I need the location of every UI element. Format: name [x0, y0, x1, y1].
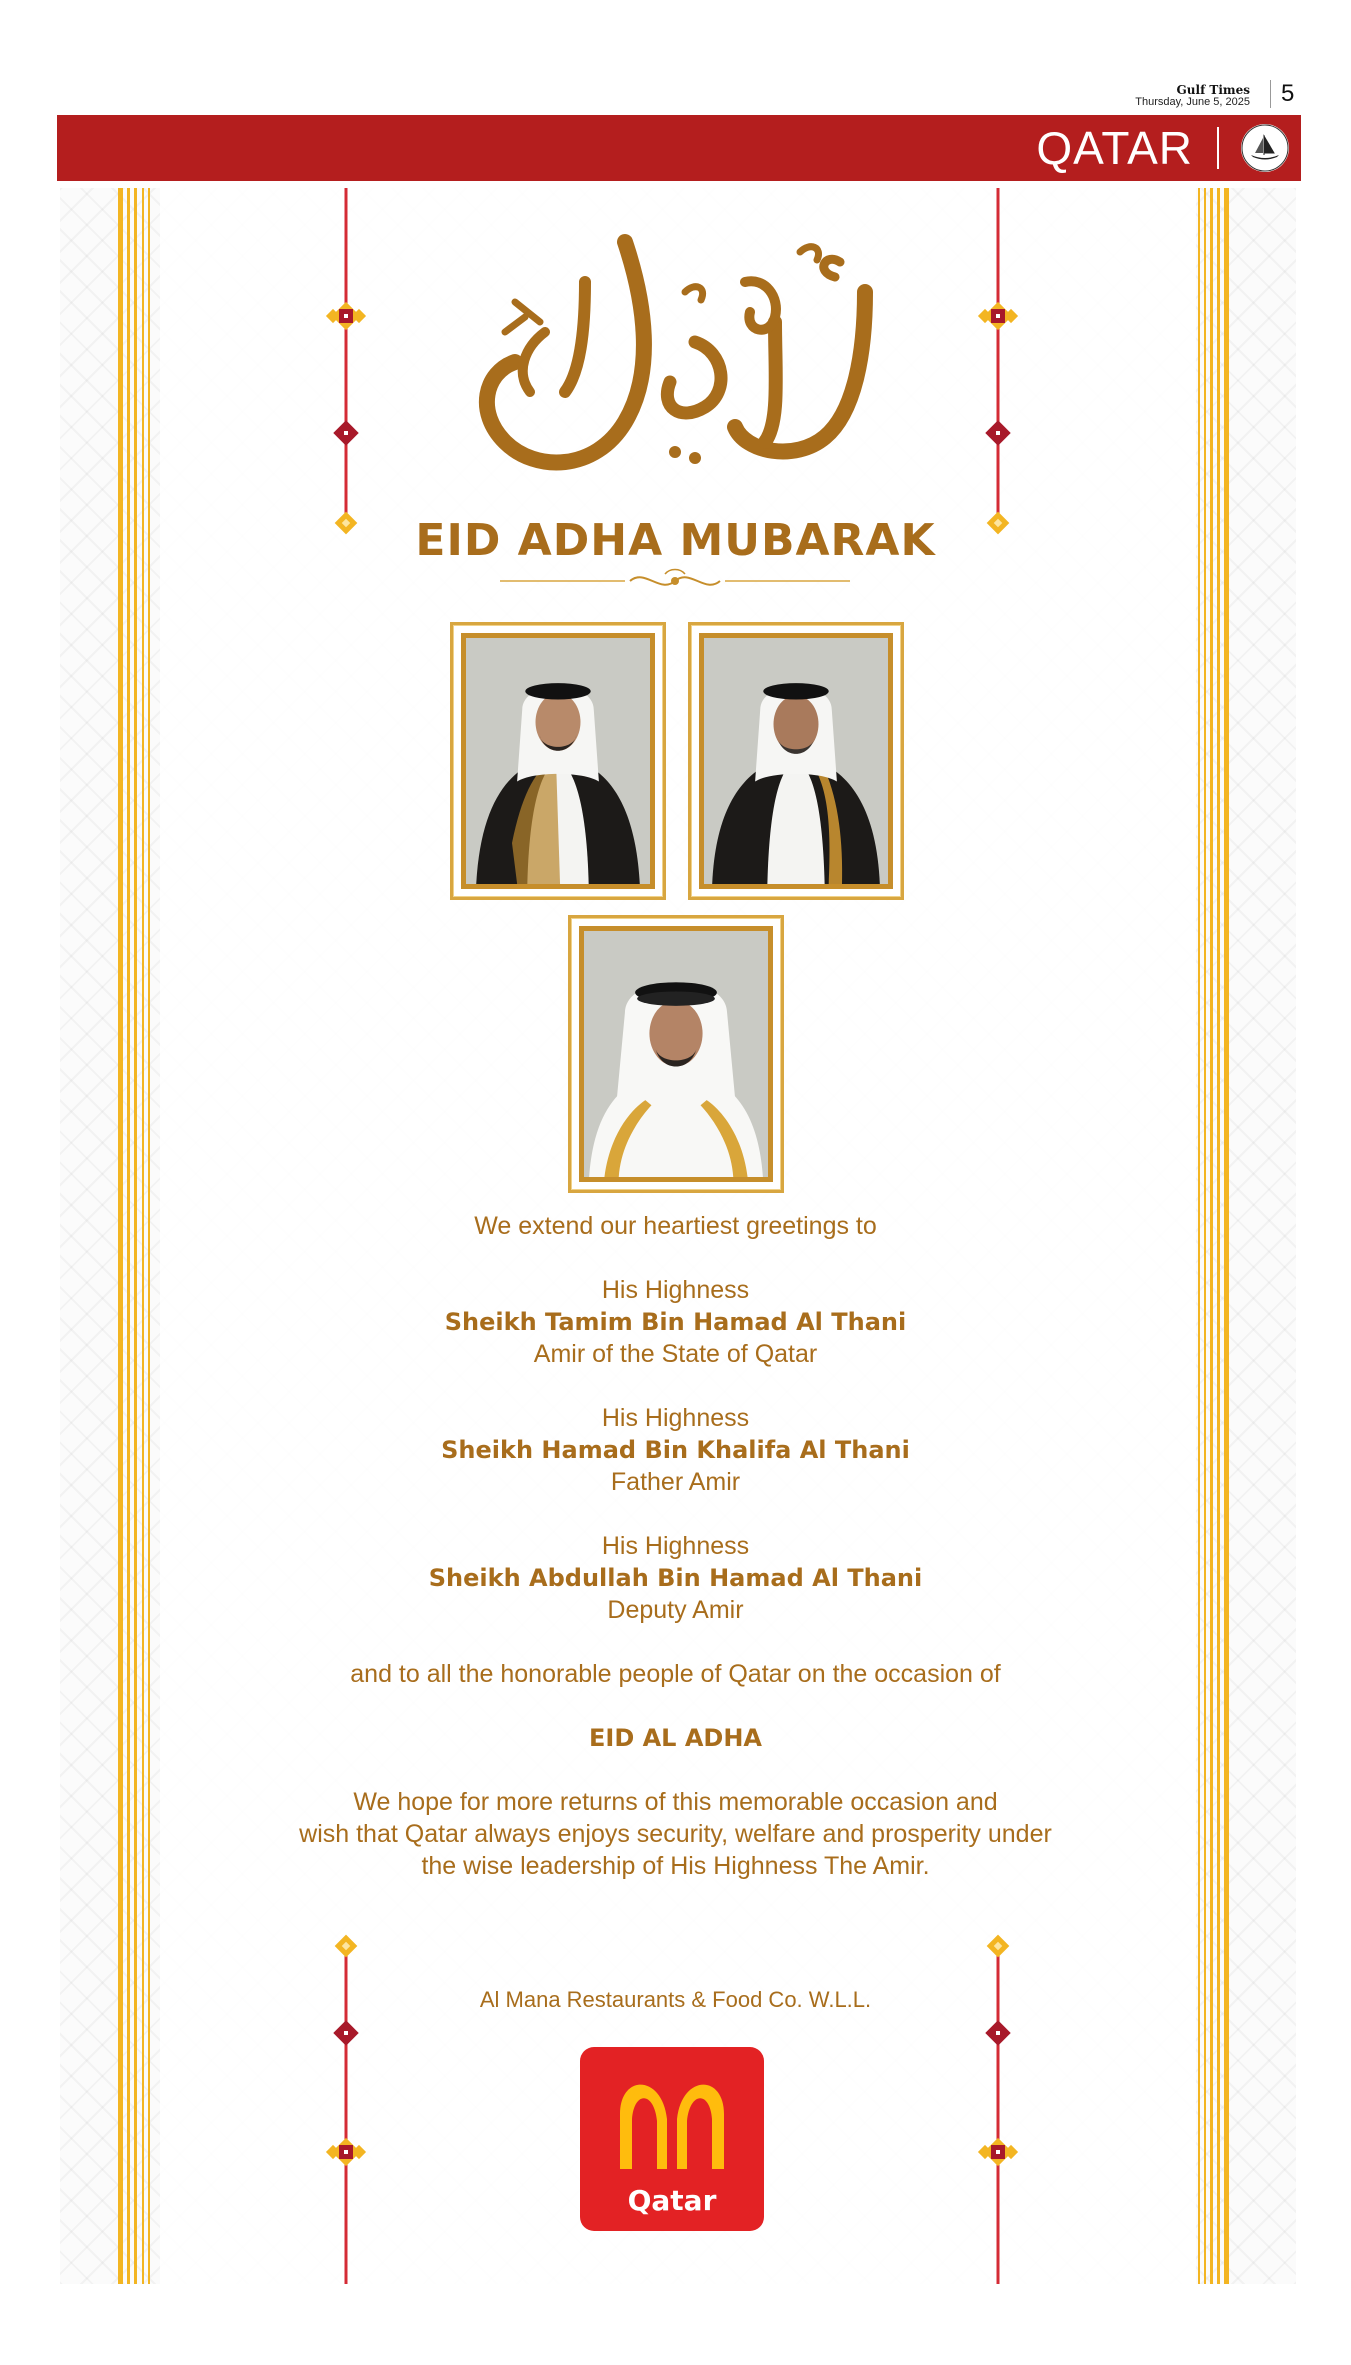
ornament-bottom-right [968, 1930, 1028, 2284]
portrait-father-amir [688, 622, 904, 900]
paper-name: Gulf Times [1176, 83, 1250, 97]
section-divider [1217, 127, 1219, 169]
dignitary-role: Father Amir [610, 1468, 741, 1496]
ornament-top-right [968, 188, 1028, 538]
masthead-info [1100, 84, 1250, 108]
portrait-amir [450, 622, 666, 900]
people-line: and to all the honorable people of Qatar on the occasion of [350, 1660, 1001, 1688]
portrait-deputy-amir [568, 915, 784, 1193]
dignitary-honorific: His Highness [601, 1404, 750, 1432]
dignitary-role: Deputy Amir [607, 1596, 744, 1624]
ornament-bottom-left [316, 1930, 376, 2284]
occasion-name: EID AL ADHA [589, 1724, 762, 1752]
dignitary-name: Sheikh Abdullah Bin Hamad Al Thani [428, 1564, 923, 1592]
wish-line: wish that Qatar always enjoys security, welfare and prosperity under [299, 1820, 1052, 1848]
golden-arches-icon [612, 2069, 732, 2169]
wish-line: the wise leadership of His Highness The Amir. [421, 1852, 930, 1880]
greeting-text [160, 1210, 1191, 1882]
greeting-intro: We extend our heartiest greetings to [474, 1212, 877, 1240]
mcdonalds-logo [580, 2047, 764, 2231]
section-header-bar [57, 115, 1301, 181]
arabic-calligraphy [445, 222, 905, 502]
paper-date: Thursday, June 5, 2025 [1135, 96, 1250, 108]
dignitary-role: Amir of the State of Qatar [533, 1340, 818, 1368]
company-name: Al Mana Restaurants & Food Co. W.L.L. [479, 1987, 872, 2012]
section-label: QATAR [1036, 122, 1193, 174]
ad-title: EID ADHA MUBARAK [415, 515, 936, 566]
right-gold-border [1198, 188, 1238, 2284]
dhow-icon [1241, 124, 1289, 172]
dignitary-honorific: His Highness [601, 1532, 750, 1560]
page-number: 5 [1270, 80, 1311, 108]
title-flourish [500, 566, 850, 596]
wish-line: We hope for more returns of this memorable occasion and [353, 1788, 998, 1816]
logo-text: Qatar [627, 2184, 717, 2217]
dignitary-name: Sheikh Tamim Bin Hamad Al Thani [444, 1308, 907, 1336]
dignitary-honorific: His Highness [601, 1276, 750, 1304]
dignitary-name: Sheikh Hamad Bin Khalifa Al Thani [441, 1436, 910, 1464]
left-gold-border [118, 188, 158, 2284]
ornament-top-left [316, 188, 376, 538]
